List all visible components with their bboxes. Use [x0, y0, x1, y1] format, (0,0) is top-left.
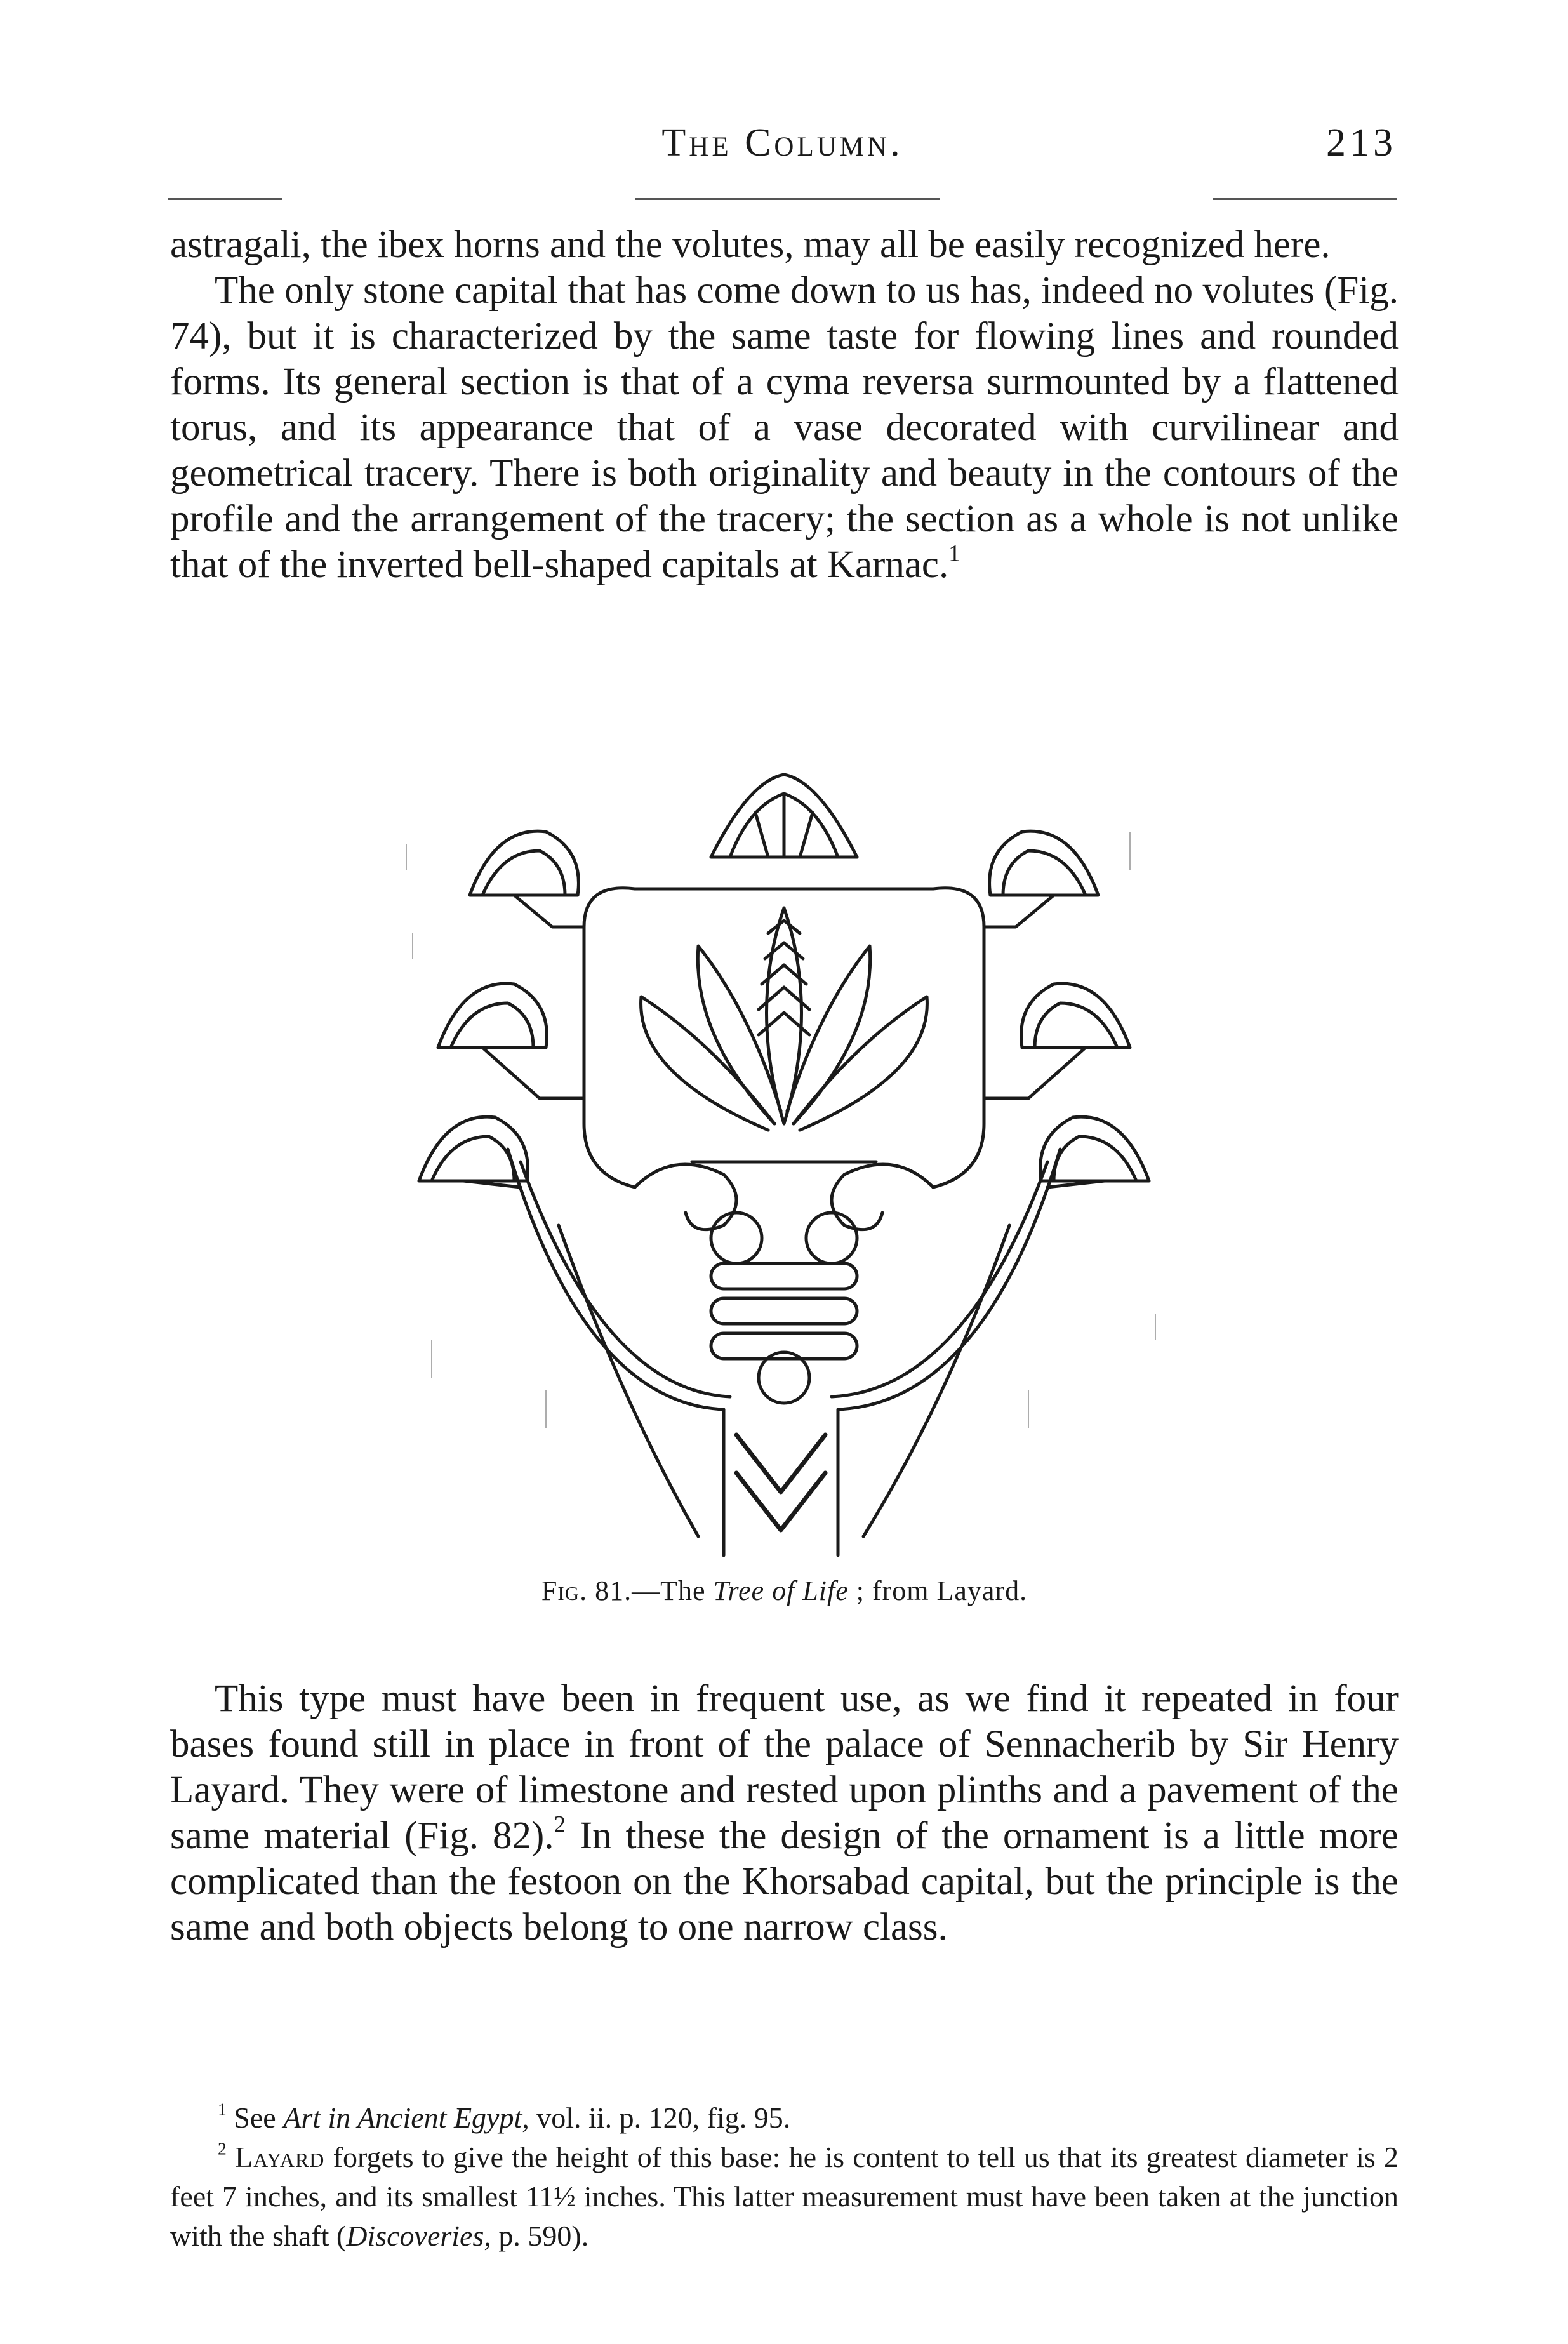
footnote-2-text-a: forgets to give the height of this base: he is content to tell us that its greatest diameter is 2 feet 7 inches, and its smallest 11½ inches. This latter measurement must have been taken at the junction with the shaft (: [170, 2141, 1399, 2252]
paragraph-3: [170, 1676, 1399, 1950]
page-header: [168, 121, 1397, 171]
footnote-2-title: Discoveries,: [346, 2220, 491, 2252]
body-text-top: [170, 222, 1399, 588]
paragraph-2: [170, 268, 1399, 588]
figure-caption: [170, 1575, 1399, 1607]
running-title: The Column.: [661, 121, 903, 164]
footnotes: [170, 2098, 1399, 2256]
footnote-1-post: vol. ii. p. 120, fig. 95.: [529, 2101, 791, 2134]
footnote-1-pre: See: [226, 2101, 284, 2134]
header-rule-right: [1213, 198, 1397, 200]
page-number: 213: [1326, 121, 1397, 164]
footnote-2-text-b: p. 590).: [491, 2220, 589, 2252]
footnote-2-name: Layard: [235, 2141, 325, 2173]
footnote-2: [170, 2138, 1399, 2256]
paragraph-1: astragali, the ibex horns and the volutes, may all be easily recognized here.: [170, 223, 1331, 266]
footnote-2-mark: 2: [218, 2138, 227, 2159]
footnote-ref-1[interactable]: 1: [948, 540, 960, 566]
footnote-1: [170, 2098, 1399, 2138]
paragraph-3-text-b: In these the design of the ornament is a little more complicated than the festoon on the Khorsabad capital, but the principle is the same and both objects belong to one narrow class.: [170, 1815, 1399, 1948]
paragraph-2-text: The only stone capital that has come down to us has, indeed no volutes (Fig. 74), but it is characterized by the same taste for flowing lines and rounded forms. Its general section is that of a cyma reversa surmounted by a flattened torus, and its appearance that of a vase decorated with curvilinear and geometrical tracery. There is both originality and beauty in the contours of the profile and the arrangement of the tracery; the section as a whole is not unlike that of the inverted bell-shaped capitals at Karnac.: [170, 269, 1399, 586]
footnote-ref-2[interactable]: 2: [554, 1811, 566, 1837]
footnote-1-title: Art in Ancient Egypt,: [283, 2101, 529, 2134]
header-rule-left: [168, 198, 282, 200]
figure-tree-of-life: [394, 768, 1174, 1568]
footnote-1-mark: 1: [218, 2099, 227, 2119]
figure-dash: —The: [632, 1575, 714, 1606]
header-rule-center: [635, 198, 940, 200]
paragraph-3-text-a: This type must have been in frequent use, as we find it repeated in four bases found still in place in front of the palace of Sennacherib by Sir Henry Layard. They were of limestone and rested upon plinths and a pavement of the same material (Fig. 82).: [170, 1677, 1399, 1857]
figure-label: Fig. 81.: [541, 1575, 632, 1606]
figure-source: ; from Layard.: [848, 1575, 1028, 1606]
figure-title: Tree of Life: [713, 1575, 849, 1606]
body-text-bottom: [170, 1676, 1399, 1950]
